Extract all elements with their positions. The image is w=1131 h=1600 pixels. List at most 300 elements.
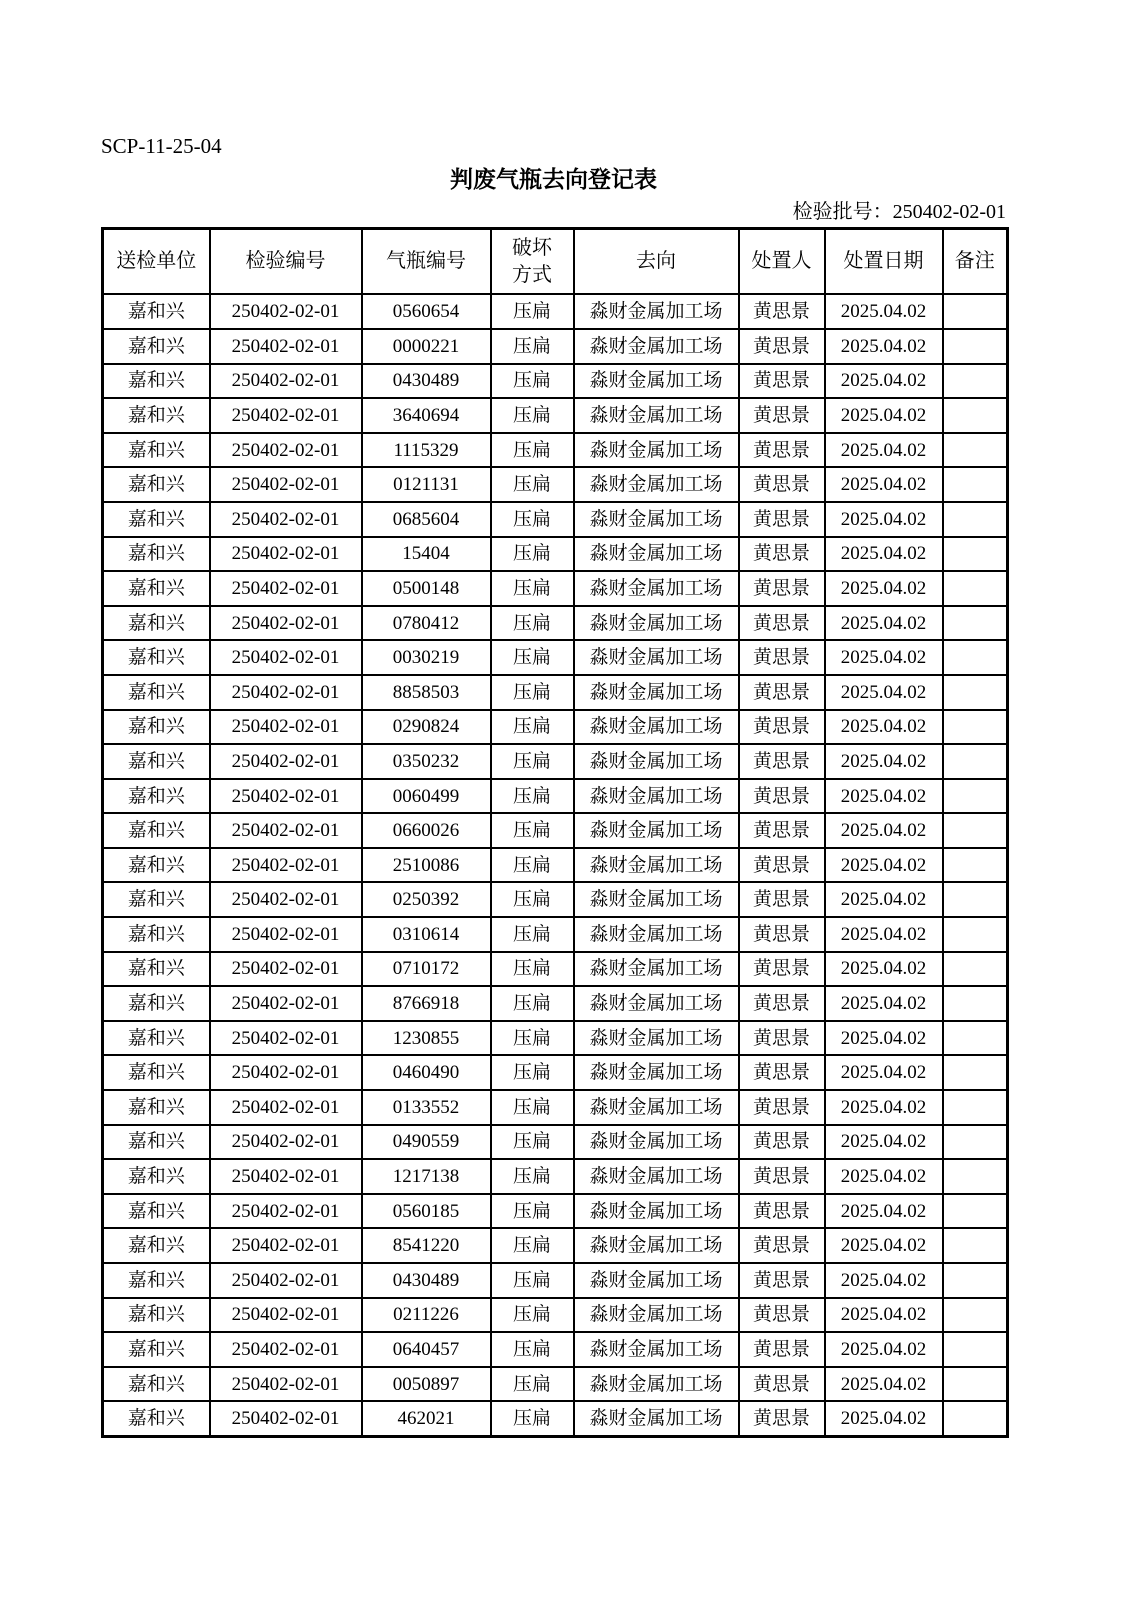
table-cell: 嘉和兴: [103, 882, 210, 917]
column-header: 处置日期: [825, 229, 943, 295]
table-cell: [943, 1194, 1008, 1229]
table-cell: [943, 1298, 1008, 1333]
table-cell: 黄思景: [739, 779, 825, 814]
table-row: [103, 848, 1008, 883]
table-cell: 250402-02-01: [210, 1228, 362, 1263]
table-row: [103, 1021, 1008, 1056]
table-cell: 15404: [362, 537, 491, 572]
table-row: [103, 1298, 1008, 1333]
table-cell: 2025.04.02: [825, 1055, 943, 1090]
table-cell: [943, 1228, 1008, 1263]
table-cell: 压扁: [491, 433, 574, 468]
table-cell: 压扁: [491, 710, 574, 745]
table-cell: 淼财金属加工场: [574, 1332, 739, 1367]
table-cell: 250402-02-01: [210, 329, 362, 364]
table-cell: 淼财金属加工场: [574, 813, 739, 848]
table-cell: 压扁: [491, 1194, 574, 1229]
table-cell: 淼财金属加工场: [574, 1228, 739, 1263]
table-cell: 压扁: [491, 571, 574, 606]
table-cell: 嘉和兴: [103, 1021, 210, 1056]
table-cell: 250402-02-01: [210, 710, 362, 745]
table-cell: 淼财金属加工场: [574, 1055, 739, 1090]
table-cell: 1115329: [362, 433, 491, 468]
table-cell: 黄思景: [739, 1263, 825, 1298]
table-cell: 0121131: [362, 467, 491, 502]
table-cell: [943, 1159, 1008, 1194]
table-cell: 压扁: [491, 848, 574, 883]
table-cell: 0780412: [362, 606, 491, 641]
table-cell: 淼财金属加工场: [574, 294, 739, 329]
table-cell: 0211226: [362, 1298, 491, 1333]
table-cell: 嘉和兴: [103, 986, 210, 1021]
table-cell: 嘉和兴: [103, 640, 210, 675]
table-cell: 250402-02-01: [210, 675, 362, 710]
table-cell: 淼财金属加工场: [574, 986, 739, 1021]
table-cell: 2025.04.02: [825, 1159, 943, 1194]
table-cell: 250402-02-01: [210, 744, 362, 779]
table-cell: 嘉和兴: [103, 329, 210, 364]
table-cell: 黄思景: [739, 1194, 825, 1229]
doc-code: SCP-11-25-04: [101, 134, 222, 158]
table-cell: [943, 502, 1008, 537]
table-cell: 嘉和兴: [103, 710, 210, 745]
table-cell: 压扁: [491, 1228, 574, 1263]
table-row: [103, 1367, 1008, 1402]
table-row: [103, 1055, 1008, 1090]
table-cell: 250402-02-01: [210, 952, 362, 987]
table-cell: 嘉和兴: [103, 1159, 210, 1194]
table-cell: [943, 917, 1008, 952]
table-cell: 250402-02-01: [210, 1125, 362, 1160]
table-row: [103, 986, 1008, 1021]
table-cell: [943, 1090, 1008, 1125]
table-row: [103, 917, 1008, 952]
table-cell: 250402-02-01: [210, 571, 362, 606]
table-cell: 嘉和兴: [103, 364, 210, 399]
table-row: [103, 1332, 1008, 1367]
table-cell: 2025.04.02: [825, 606, 943, 641]
table-cell: 0430489: [362, 364, 491, 399]
table-cell: 黄思景: [739, 1367, 825, 1402]
table-cell: 压扁: [491, 1263, 574, 1298]
table-cell: 2025.04.02: [825, 1263, 943, 1298]
table-cell: [943, 364, 1008, 399]
table-cell: 黄思景: [739, 917, 825, 952]
table-cell: 压扁: [491, 364, 574, 399]
table-cell: [943, 675, 1008, 710]
table-cell: 0050897: [362, 1367, 491, 1402]
table-cell: 压扁: [491, 813, 574, 848]
table-cell: 2025.04.02: [825, 1332, 943, 1367]
table-row: [103, 1090, 1008, 1125]
table-cell: 嘉和兴: [103, 1263, 210, 1298]
table-cell: 250402-02-01: [210, 502, 362, 537]
table-cell: 黄思景: [739, 1125, 825, 1160]
table-cell: 250402-02-01: [210, 606, 362, 641]
table-cell: 黄思景: [739, 813, 825, 848]
table-cell: 淼财金属加工场: [574, 1125, 739, 1160]
table-cell: 压扁: [491, 294, 574, 329]
table-cell: [943, 606, 1008, 641]
table-cell: 压扁: [491, 1367, 574, 1402]
table-cell: 2025.04.02: [825, 640, 943, 675]
table-cell: [943, 710, 1008, 745]
table-cell: 1230855: [362, 1021, 491, 1056]
table-cell: 2025.04.02: [825, 1298, 943, 1333]
table-cell: 250402-02-01: [210, 537, 362, 572]
document-content: [101, 135, 1006, 1438]
table-row: [103, 433, 1008, 468]
table-cell: 淼财金属加工场: [574, 675, 739, 710]
table-row: [103, 1125, 1008, 1160]
table-cell: 压扁: [491, 744, 574, 779]
table-cell: 淼财金属加工场: [574, 1021, 739, 1056]
table-cell: 250402-02-01: [210, 1367, 362, 1402]
table-cell: [943, 398, 1008, 433]
table-row: [103, 364, 1008, 399]
table-cell: 黄思景: [739, 433, 825, 468]
table-cell: 黄思景: [739, 675, 825, 710]
table-cell: 2025.04.02: [825, 710, 943, 745]
table-cell: 压扁: [491, 675, 574, 710]
table-cell: 嘉和兴: [103, 1055, 210, 1090]
table-cell: 0710172: [362, 952, 491, 987]
table-cell: [943, 467, 1008, 502]
table-cell: 黄思景: [739, 952, 825, 987]
table-cell: 嘉和兴: [103, 537, 210, 572]
table-cell: 黄思景: [739, 329, 825, 364]
table-cell: 8766918: [362, 986, 491, 1021]
table-cell: 黄思景: [739, 882, 825, 917]
table-cell: 2025.04.02: [825, 467, 943, 502]
table-cell: 黄思景: [739, 1401, 825, 1436]
table-cell: 压扁: [491, 1401, 574, 1436]
table-cell: 嘉和兴: [103, 502, 210, 537]
table-cell: 嘉和兴: [103, 779, 210, 814]
table-cell: [943, 433, 1008, 468]
table-cell: 3640694: [362, 398, 491, 433]
table-row: [103, 537, 1008, 572]
table-cell: 淼财金属加工场: [574, 1194, 739, 1229]
table-cell: 淼财金属加工场: [574, 329, 739, 364]
column-header: 破坏方式: [491, 229, 574, 295]
table-cell: 压扁: [491, 1055, 574, 1090]
table-row: [103, 813, 1008, 848]
table-row: [103, 606, 1008, 641]
table-cell: 黄思景: [739, 1055, 825, 1090]
table-cell: 250402-02-01: [210, 433, 362, 468]
table-cell: 淼财金属加工场: [574, 606, 739, 641]
table-row: [103, 294, 1008, 329]
table-cell: 250402-02-01: [210, 398, 362, 433]
table-cell: 250402-02-01: [210, 986, 362, 1021]
column-header: 去向: [574, 229, 739, 295]
table-cell: 2025.04.02: [825, 329, 943, 364]
table-cell: 嘉和兴: [103, 294, 210, 329]
table-cell: 黄思景: [739, 502, 825, 537]
table-cell: 淼财金属加工场: [574, 364, 739, 399]
table-cell: 2510086: [362, 848, 491, 883]
table-cell: 淼财金属加工场: [574, 779, 739, 814]
batch-number: 检验批号：250402-02-01: [792, 201, 1006, 224]
table-cell: 1217138: [362, 1159, 491, 1194]
table-cell: 淼财金属加工场: [574, 571, 739, 606]
table-cell: 2025.04.02: [825, 1125, 943, 1160]
table-cell: 压扁: [491, 1125, 574, 1160]
table-cell: [943, 1263, 1008, 1298]
table-cell: 2025.04.02: [825, 1228, 943, 1263]
table-row: [103, 1228, 1008, 1263]
table-cell: 250402-02-01: [210, 294, 362, 329]
table-cell: 淼财金属加工场: [574, 744, 739, 779]
table-header-row: [103, 229, 1008, 295]
table-cell: 压扁: [491, 640, 574, 675]
table-cell: 250402-02-01: [210, 1194, 362, 1229]
table-cell: 嘉和兴: [103, 1332, 210, 1367]
table-cell: 0000221: [362, 329, 491, 364]
table-cell: 2025.04.02: [825, 986, 943, 1021]
table-cell: 嘉和兴: [103, 1298, 210, 1333]
table-cell: 黄思景: [739, 986, 825, 1021]
table-cell: 250402-02-01: [210, 813, 362, 848]
table-cell: 黄思景: [739, 744, 825, 779]
table-cell: 250402-02-01: [210, 1298, 362, 1333]
table-cell: [943, 329, 1008, 364]
table-cell: 压扁: [491, 1332, 574, 1367]
table-cell: 0640457: [362, 1332, 491, 1367]
table-cell: [943, 1332, 1008, 1367]
table-cell: 黄思景: [739, 1298, 825, 1333]
table-cell: 压扁: [491, 917, 574, 952]
table-cell: 250402-02-01: [210, 779, 362, 814]
table-cell: 黄思景: [739, 571, 825, 606]
table-cell: 黄思景: [739, 398, 825, 433]
table-cell: [943, 1367, 1008, 1402]
table-cell: 2025.04.02: [825, 1090, 943, 1125]
table-cell: 250402-02-01: [210, 1159, 362, 1194]
table-cell: 2025.04.02: [825, 1021, 943, 1056]
table-row: [103, 675, 1008, 710]
table-cell: 压扁: [491, 986, 574, 1021]
table-cell: 压扁: [491, 1159, 574, 1194]
table-cell: 0430489: [362, 1263, 491, 1298]
table-cell: 0133552: [362, 1090, 491, 1125]
table-row: [103, 779, 1008, 814]
table-cell: 2025.04.02: [825, 744, 943, 779]
table-cell: 250402-02-01: [210, 467, 362, 502]
table-cell: 嘉和兴: [103, 1367, 210, 1402]
table-cell: 压扁: [491, 1298, 574, 1333]
table-cell: 嘉和兴: [103, 1090, 210, 1125]
table-row: [103, 640, 1008, 675]
table-cell: 8541220: [362, 1228, 491, 1263]
table-cell: 250402-02-01: [210, 882, 362, 917]
table-cell: 压扁: [491, 952, 574, 987]
table-cell: 淼财金属加工场: [574, 1090, 739, 1125]
table-cell: 250402-02-01: [210, 364, 362, 399]
table-cell: 2025.04.02: [825, 537, 943, 572]
table-cell: 黄思景: [739, 294, 825, 329]
table-cell: 淼财金属加工场: [574, 1159, 739, 1194]
table-row: [103, 398, 1008, 433]
table-row: [103, 502, 1008, 537]
table-cell: 0560185: [362, 1194, 491, 1229]
table-cell: 嘉和兴: [103, 398, 210, 433]
table-cell: [943, 986, 1008, 1021]
table-cell: 压扁: [491, 1021, 574, 1056]
table-cell: 0030219: [362, 640, 491, 675]
column-header: 送检单位: [103, 229, 210, 295]
table-cell: 淼财金属加工场: [574, 537, 739, 572]
table-cell: 8858503: [362, 675, 491, 710]
table-cell: 淼财金属加工场: [574, 1298, 739, 1333]
table-cell: 淼财金属加工场: [574, 502, 739, 537]
table-cell: 0250392: [362, 882, 491, 917]
table-cell: 嘉和兴: [103, 1228, 210, 1263]
table-row: [103, 571, 1008, 606]
table-cell: 压扁: [491, 537, 574, 572]
table-cell: 2025.04.02: [825, 433, 943, 468]
table-cell: 2025.04.02: [825, 813, 943, 848]
table-cell: 淼财金属加工场: [574, 1367, 739, 1402]
table-cell: 黄思景: [739, 606, 825, 641]
table-cell: 黄思景: [739, 1021, 825, 1056]
table-body: [103, 294, 1008, 1436]
table-cell: 250402-02-01: [210, 1332, 362, 1367]
table-cell: 2025.04.02: [825, 1401, 943, 1436]
table-cell: 黄思景: [739, 640, 825, 675]
table-cell: 250402-02-01: [210, 917, 362, 952]
table-cell: [943, 813, 1008, 848]
table-cell: [943, 1055, 1008, 1090]
table-cell: 2025.04.02: [825, 571, 943, 606]
table-cell: [943, 571, 1008, 606]
table-cell: [943, 537, 1008, 572]
table-cell: 黄思景: [739, 364, 825, 399]
table-cell: 嘉和兴: [103, 606, 210, 641]
table-row: [103, 882, 1008, 917]
table-cell: 0460490: [362, 1055, 491, 1090]
table-cell: 嘉和兴: [103, 1194, 210, 1229]
table-cell: 淼财金属加工场: [574, 917, 739, 952]
table-cell: 淼财金属加工场: [574, 1401, 739, 1436]
table-cell: 250402-02-01: [210, 1055, 362, 1090]
table-cell: 淼财金属加工场: [574, 710, 739, 745]
table-cell: 2025.04.02: [825, 779, 943, 814]
table-row: [103, 1401, 1008, 1436]
table-cell: 0350232: [362, 744, 491, 779]
table-cell: 压扁: [491, 1090, 574, 1125]
table-cell: 2025.04.02: [825, 848, 943, 883]
table-cell: 淼财金属加工场: [574, 952, 739, 987]
table-cell: 0685604: [362, 502, 491, 537]
table-row: [103, 744, 1008, 779]
table-cell: 黄思景: [739, 467, 825, 502]
table-cell: [943, 1125, 1008, 1160]
table-cell: 2025.04.02: [825, 882, 943, 917]
page-title: 判废气瓶去向登记表: [450, 167, 657, 193]
table-cell: 0490559: [362, 1125, 491, 1160]
table-cell: 0290824: [362, 710, 491, 745]
table-cell: 2025.04.02: [825, 1367, 943, 1402]
table-cell: 淼财金属加工场: [574, 640, 739, 675]
column-header: 处置人: [739, 229, 825, 295]
table-cell: 黄思景: [739, 537, 825, 572]
table-cell: 嘉和兴: [103, 744, 210, 779]
table-cell: 250402-02-01: [210, 640, 362, 675]
table-cell: 2025.04.02: [825, 398, 943, 433]
table-cell: 淼财金属加工场: [574, 398, 739, 433]
table-cell: 2025.04.02: [825, 294, 943, 329]
table-row: [103, 1159, 1008, 1194]
table-cell: 淼财金属加工场: [574, 1263, 739, 1298]
table-cell: 462021: [362, 1401, 491, 1436]
registration-table: [101, 227, 1009, 1438]
table-cell: 黄思景: [739, 848, 825, 883]
table-cell: 淼财金属加工场: [574, 848, 739, 883]
table-row: [103, 710, 1008, 745]
table-cell: 0060499: [362, 779, 491, 814]
table-cell: 2025.04.02: [825, 917, 943, 952]
table-cell: 压扁: [491, 606, 574, 641]
table-cell: 250402-02-01: [210, 848, 362, 883]
table-cell: [943, 952, 1008, 987]
table-cell: 250402-02-01: [210, 1401, 362, 1436]
table-cell: [943, 294, 1008, 329]
table-cell: 2025.04.02: [825, 1194, 943, 1229]
table-cell: 2025.04.02: [825, 952, 943, 987]
table-cell: 嘉和兴: [103, 952, 210, 987]
table-cell: 黄思景: [739, 1159, 825, 1194]
table-row: [103, 467, 1008, 502]
column-header: 检验编号: [210, 229, 362, 295]
table-cell: [943, 848, 1008, 883]
table-cell: [943, 1021, 1008, 1056]
table-cell: 嘉和兴: [103, 1401, 210, 1436]
table-cell: 嘉和兴: [103, 1125, 210, 1160]
table-cell: 压扁: [491, 882, 574, 917]
table-cell: [943, 779, 1008, 814]
table-cell: 250402-02-01: [210, 1021, 362, 1056]
table-cell: 压扁: [491, 779, 574, 814]
table-cell: 嘉和兴: [103, 917, 210, 952]
table-cell: 嘉和兴: [103, 675, 210, 710]
table-cell: 嘉和兴: [103, 467, 210, 502]
table-cell: 0560654: [362, 294, 491, 329]
table-cell: 黄思景: [739, 710, 825, 745]
table-cell: 黄思景: [739, 1090, 825, 1125]
table-cell: 淼财金属加工场: [574, 882, 739, 917]
table-cell: 2025.04.02: [825, 364, 943, 399]
table-cell: 淼财金属加工场: [574, 467, 739, 502]
table-cell: 嘉和兴: [103, 571, 210, 606]
table-cell: 2025.04.02: [825, 502, 943, 537]
table-cell: 压扁: [491, 467, 574, 502]
column-header: 备注: [943, 229, 1008, 295]
table-cell: [943, 882, 1008, 917]
table-cell: 250402-02-01: [210, 1263, 362, 1298]
table-cell: 压扁: [491, 398, 574, 433]
table-cell: 嘉和兴: [103, 848, 210, 883]
table-cell: 0660026: [362, 813, 491, 848]
table-cell: 250402-02-01: [210, 1090, 362, 1125]
table-cell: 0500148: [362, 571, 491, 606]
table-row: [103, 952, 1008, 987]
table-cell: [943, 744, 1008, 779]
table-cell: [943, 640, 1008, 675]
table-row: [103, 1263, 1008, 1298]
table-cell: 2025.04.02: [825, 675, 943, 710]
